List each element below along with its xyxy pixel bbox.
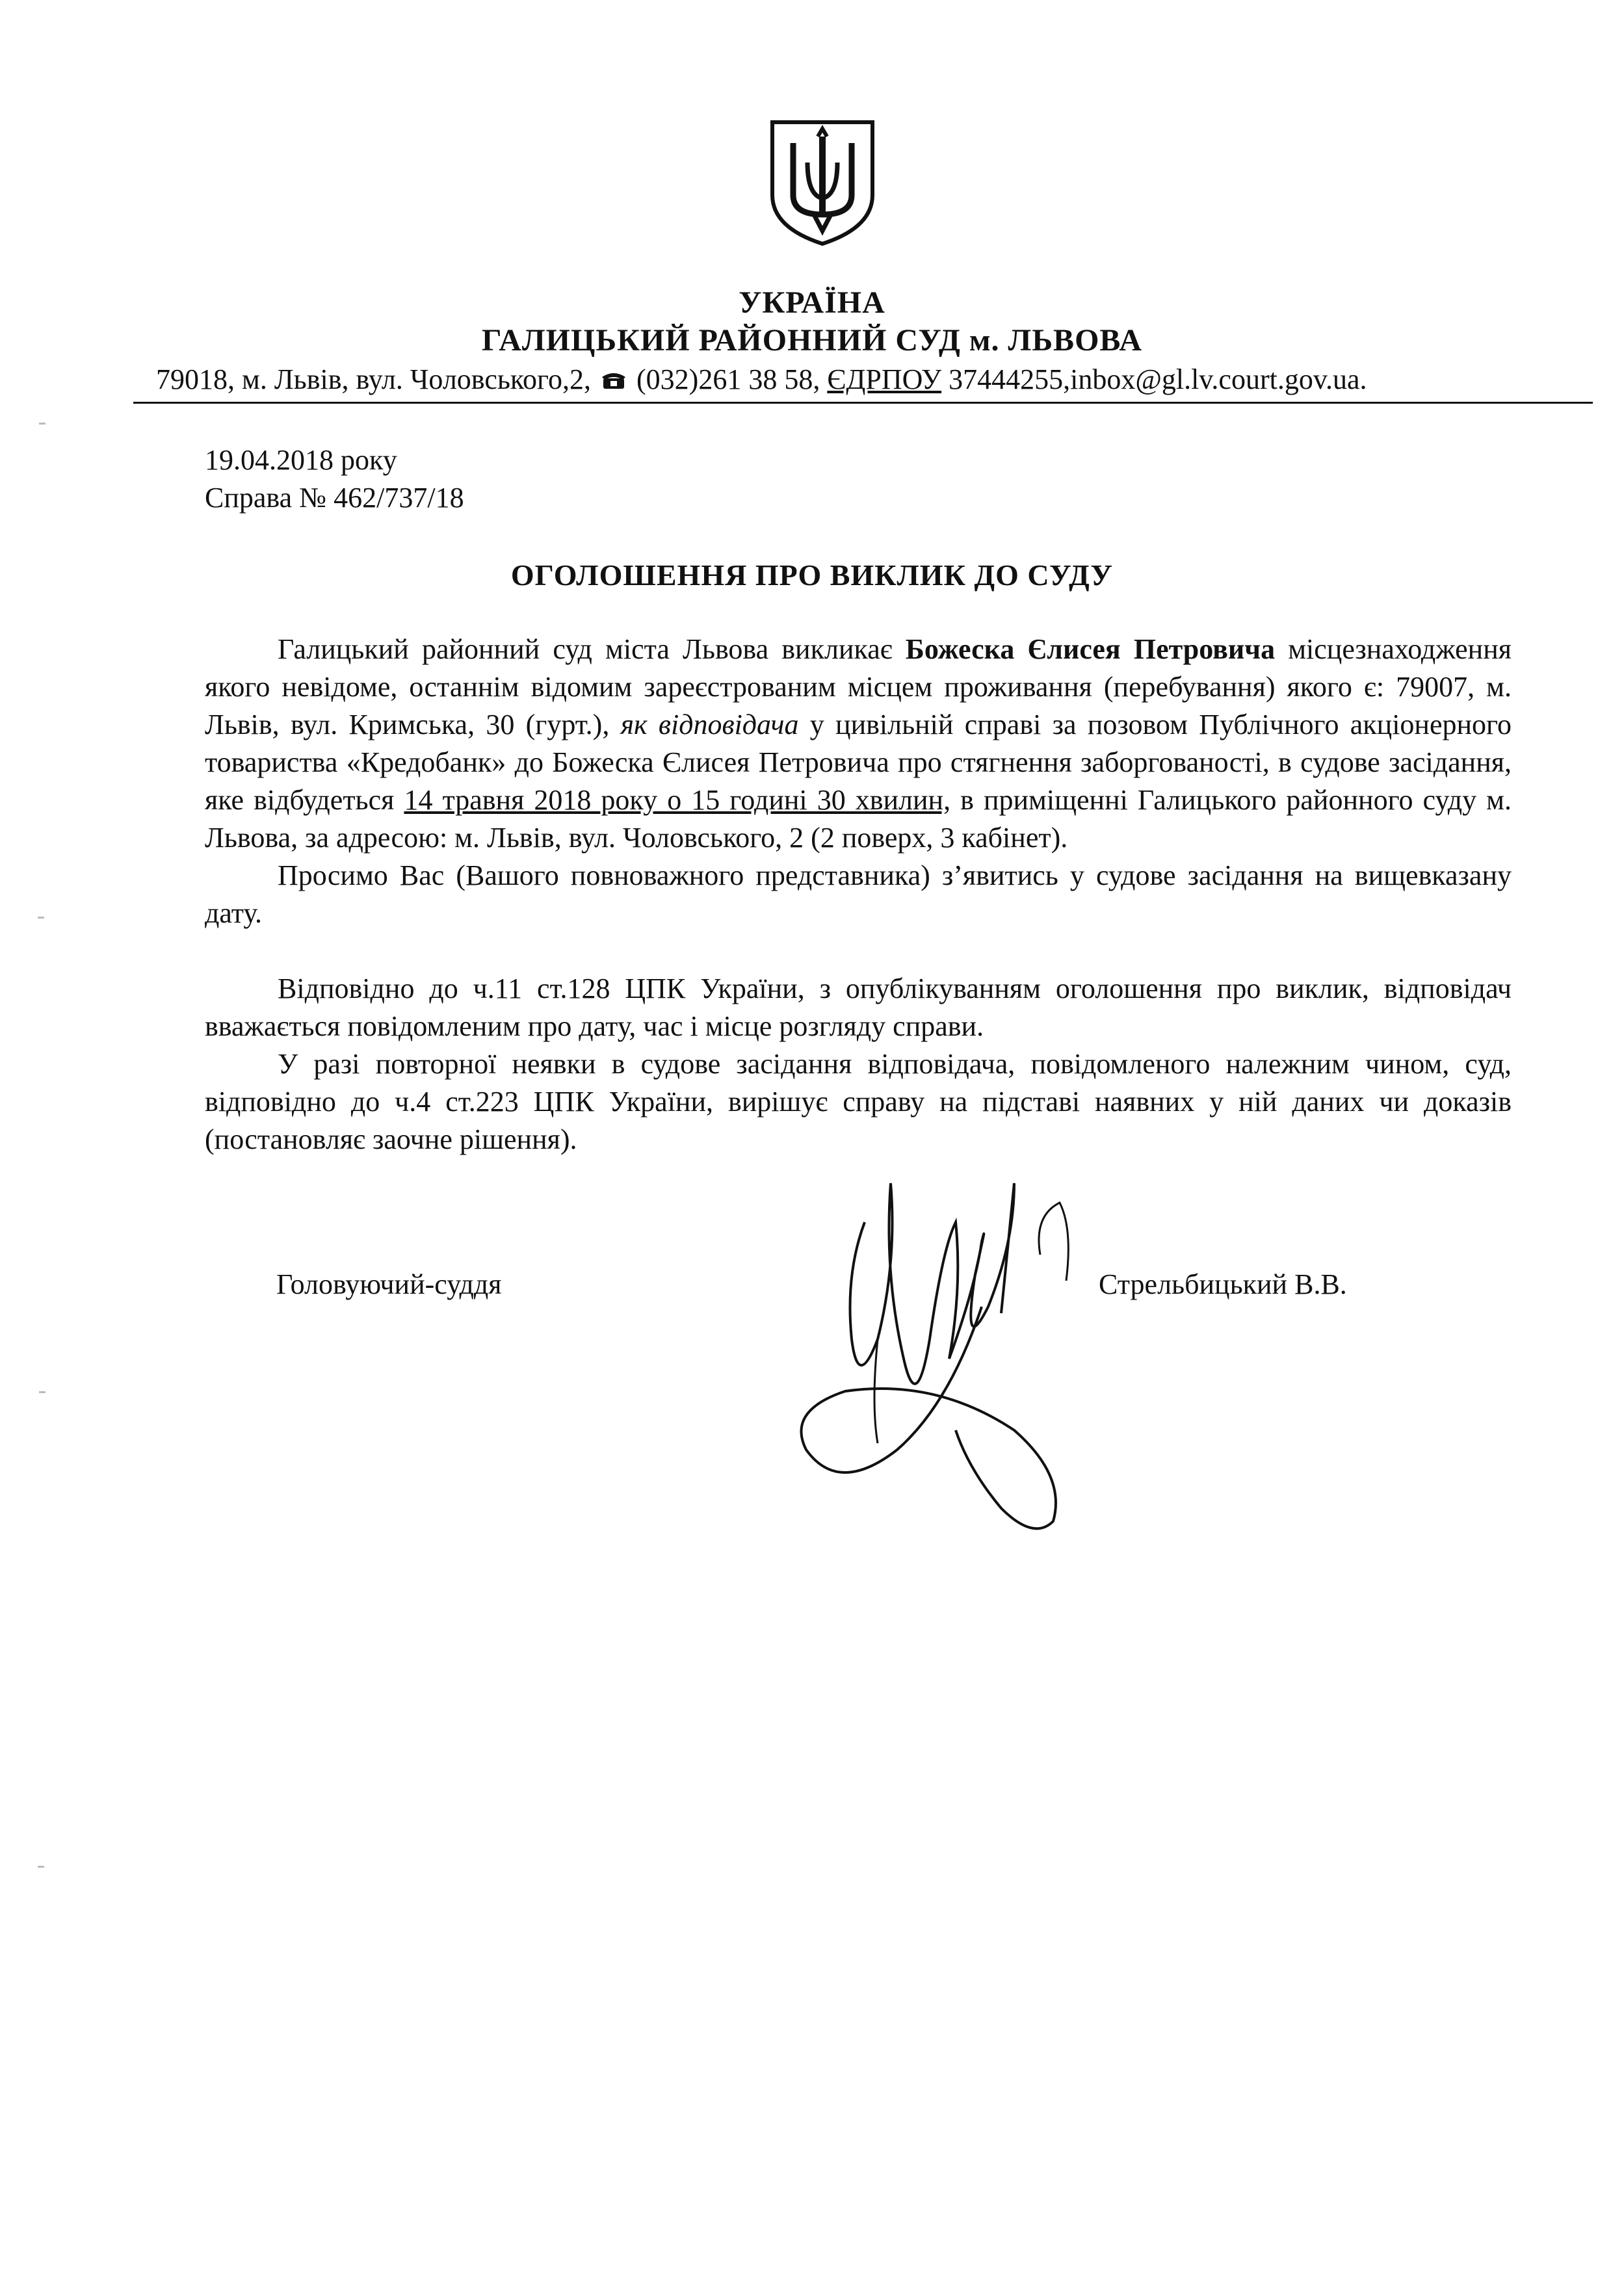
edrpou-and-email: 37444255,inbox@gl.lv.court.gov.ua. [949, 363, 1367, 395]
paragraph-3: Відповідно до ч.11 ст.128 ЦПК України, з опублікуванням оголошення про виклик, відповідач вважається повідомленим про дату, час і місце розгляду справи. [205, 973, 1512, 1042]
header-court-name: ГАЛИЦЬКИЙ РАЙОННИЙ СУД м. ЛЬВОВА [481, 323, 1143, 358]
scan-mark [39, 423, 46, 425]
court-address: 79018, м. Львів, вул. Чоловського,2, [156, 363, 592, 395]
paragraph-2: Просимо Вас (Вашого повноважного представника) з’явитись у судове засідання на вищевказану дату. [205, 859, 1512, 929]
paragraph-1 [205, 631, 1512, 1158]
p1-text-a: Галицький районний суд міста Львова викликає [278, 633, 906, 665]
header-contact-line: 79018, м. Львів, вул. Чоловського,2, (032)261 38 58, ЄДРПОУ 37444255,inbox@gl.lv.court.gov.ua. [156, 363, 1367, 395]
hearing-datetime: 14 травня 2018 року о 15 годині 30 хвилин, [404, 784, 951, 816]
document-title: ОГОЛОШЕННЯ ПРО ВИКЛИК ДО СУДУ [510, 558, 1114, 592]
p1-text-c: у цивільній справі за позовом Публічного акціонерного товариства «Кредобанк» до Божеска Єлисея Петровича про стягнення заборгованості, в судове засідання, яке відбудеться [205, 709, 1512, 816]
judge-name: Стрельбицький В.В. [1099, 1268, 1347, 1300]
edrpou-label: ЄДРПОУ [827, 363, 942, 395]
scan-mark [38, 917, 44, 919]
court-phone: (032)261 38 58 [636, 363, 813, 395]
defendant-name: Божеска Єлисея Петровича [905, 633, 1276, 665]
p1-text-b: місцезнаходження якого невідоме, останнім відомим зареєстрованим місцем проживання (перебування) якого є: 79007, м. Львів, вул. Кримська, 30 (гурт.), [205, 633, 1512, 740]
scan-mark [39, 1391, 46, 1393]
phone-icon [601, 371, 627, 390]
signature-role: Головуючий-суддя [276, 1268, 502, 1300]
header-divider [133, 402, 1593, 404]
p1-text-d: в приміщенні Галицького районного суду м. Львова, за адресою: м. Львів, вул. Чоловського, 2 (2 поверх, 3 кабінет). [205, 784, 1512, 854]
header-country: УКРАЇНА [739, 285, 885, 320]
trident-emblem-icon [767, 117, 878, 247]
case-number: Справа № 462/737/18 [205, 482, 464, 514]
document-date: 19.04.2018 року [205, 444, 397, 476]
handwritten-signature [767, 1144, 1092, 1547]
paragraph-4: У разі повторної неявки в судове засідання відповідача, повідомленого належним чином, суд, відповідно до ч.4 ст.223 ЦПК України, вирішує справу на підставі наявних у ній даних чи доказів (постановляє заочне рішення). [205, 1048, 1512, 1155]
scan-mark [38, 1866, 44, 1868]
defendant-role: як відповідача [620, 709, 799, 740]
